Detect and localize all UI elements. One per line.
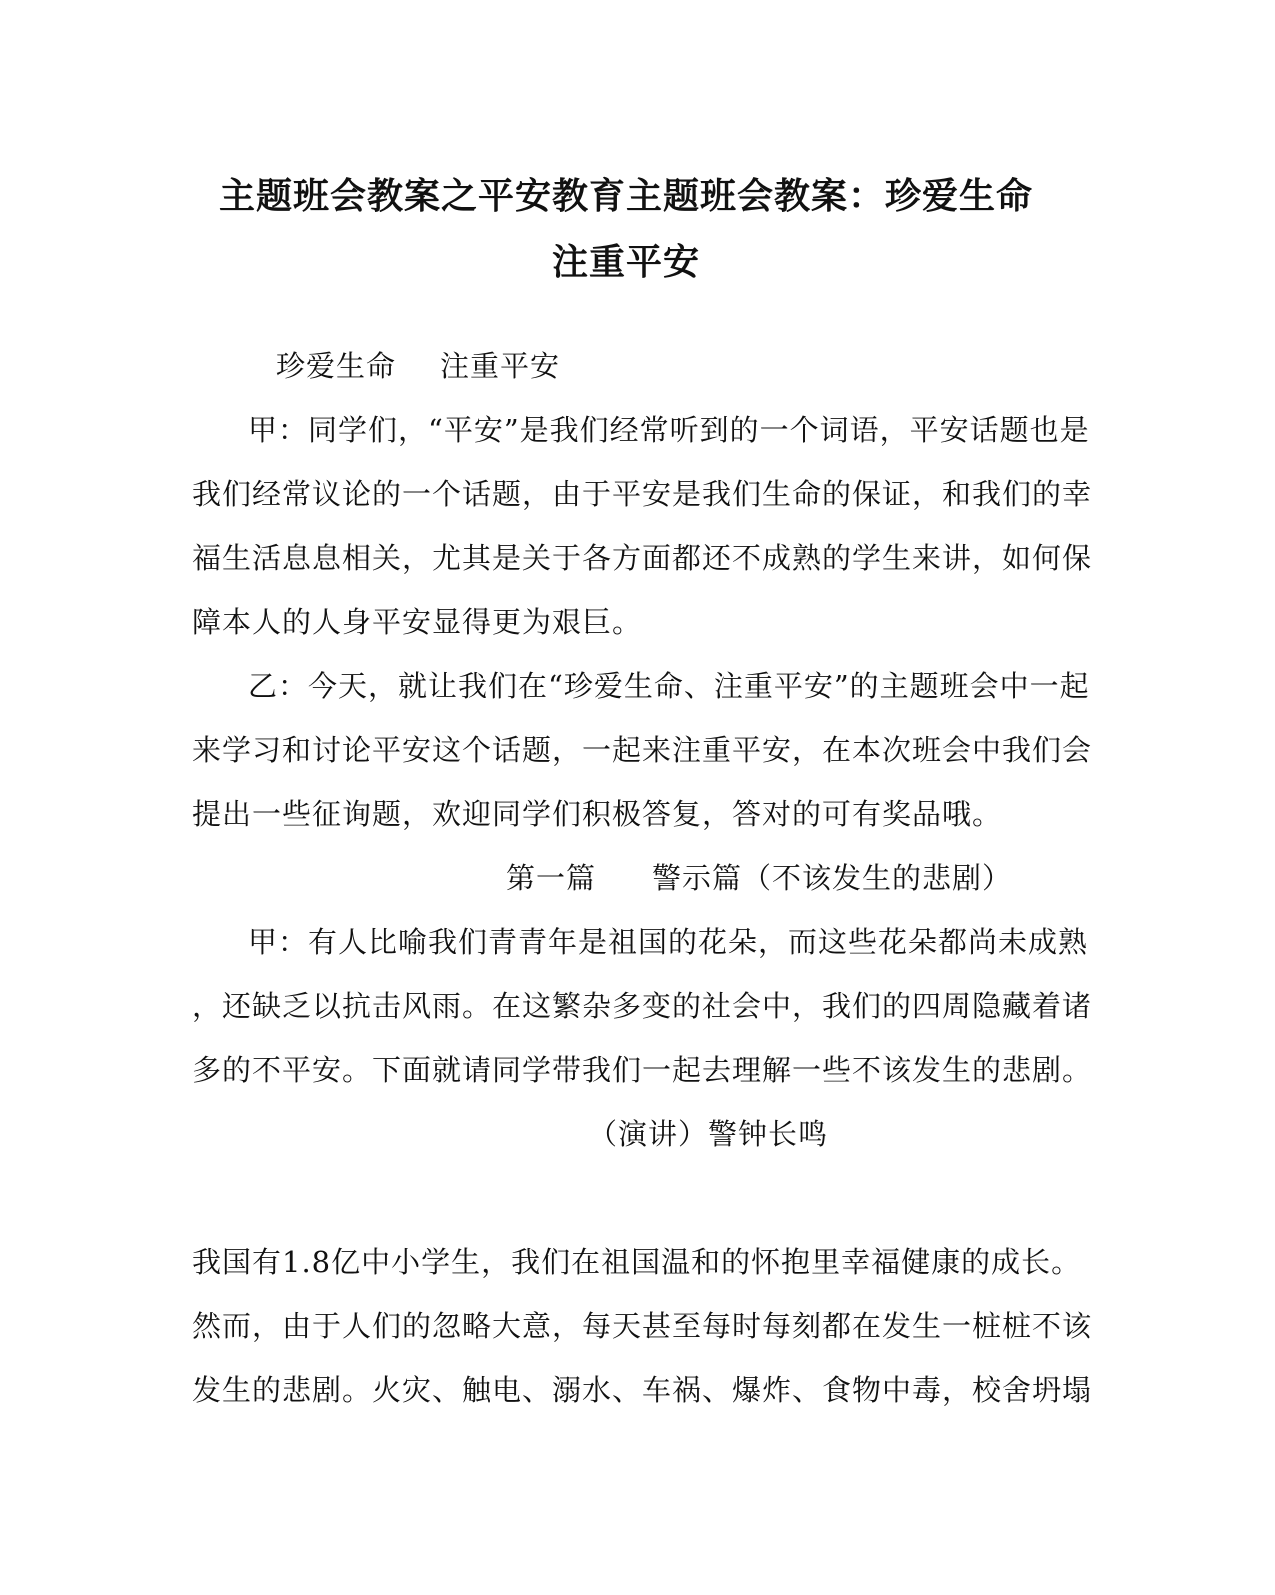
- paragraph-warning-line-2: ，还缺乏以抗击风雨。在这繁杂多变的社会中，我们的四周隐藏着诸: [192, 989, 1093, 1023]
- subtitle: [276, 346, 560, 386]
- subtitle-part-2: 注重平安: [440, 349, 561, 383]
- paragraph-speech-line-3: 发生的悲剧。火灾、触电、溺水、车祸、爆炸、食物中毒，校舍坍塌: [192, 1373, 1093, 1407]
- paragraph-warning-line-1: 甲：有人比喻我们青青年是祖国的花朵，而这些花朵都尚未成熟: [248, 925, 1089, 959]
- speech-heading: （演讲）警钟长鸣: [588, 1117, 829, 1151]
- document-title-line-1: 主题班会教案之平安教育主题班会教案：珍爱生命: [218, 175, 1033, 217]
- paragraph-yi-line-2: 来学习和讨论平安这个话题，一起来注重平安，在本次班会中我们会: [192, 733, 1093, 767]
- paragraph-yi-line-1: 乙：今天，就让我们在“珍爱生命、注重平安”的主题班会中一起: [248, 669, 1090, 703]
- paragraph-jia-line-2: 我们经常议论的一个话题，由于平安是我们生命的保证，和我们的幸: [192, 477, 1093, 511]
- section-heading: [506, 858, 1012, 898]
- section-heading-part-2: 警示篇（不该发生的悲剧）: [652, 861, 1013, 895]
- paragraph-jia-line-4: 障本人的人身平安显得更为艰巨。: [192, 605, 643, 639]
- section-heading-part-1: 第一篇: [506, 861, 597, 895]
- document-title-line-2: 注重平安: [551, 241, 700, 283]
- paragraph-jia-line-1: 甲：同学们，“平安”是我们经常听到的一个词语，平安话题也是: [248, 413, 1090, 447]
- paragraph-speech-line-1: 我国有1.8亿中小学生，我们在祖国温和的怀抱里幸福健康的成长。: [192, 1245, 1082, 1279]
- subtitle-part-1: 珍爱生命: [276, 349, 397, 383]
- paragraph-yi-line-3: 提出一些征询题，欢迎同学们积极答复，答对的可有奖品哦。: [192, 797, 1003, 831]
- paragraph-jia-line-3: 福生活息息相关，尤其是关于各方面都还不成熟的学生来讲，如何保: [192, 541, 1093, 575]
- paragraph-warning-line-3: 多的不平安。下面就请同学带我们一起去理解一些不该发生的悲剧。: [192, 1053, 1093, 1087]
- paragraph-speech-line-2: 然而，由于人们的忽略大意，每天甚至每时每刻都在发生一桩桩不该: [192, 1309, 1093, 1343]
